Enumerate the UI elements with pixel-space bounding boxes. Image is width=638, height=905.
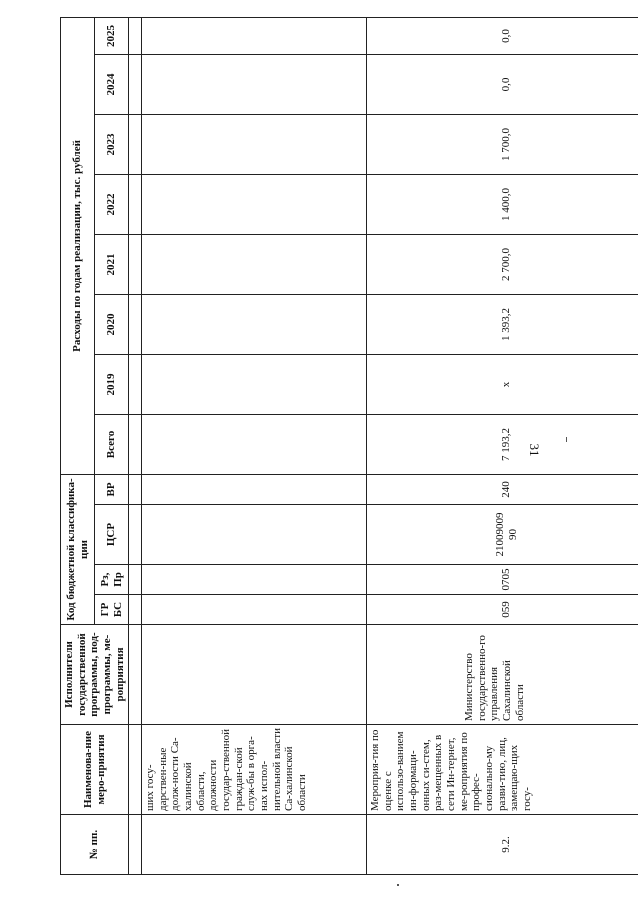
row-year-2024: 0,0 [367, 54, 638, 114]
page-number: 31 [527, 443, 542, 457]
header-year-2021: 2021 [95, 234, 129, 294]
header-year-2019: 2019 [95, 354, 129, 414]
row-csr: 21009009 90 [367, 505, 638, 565]
header-executor: Исполнители государственной программы, под-программы, ме-роприятия [61, 625, 129, 725]
row-rzpr: 0705 [367, 565, 638, 595]
row-year-2025 [142, 17, 367, 54]
header-vr: ВР [95, 474, 129, 504]
row-vr [142, 474, 367, 504]
header-total: Всего [95, 414, 129, 474]
row-year-2023 [142, 114, 367, 174]
header-expenses: Расходы по годам реализации, тыс. рублей [61, 17, 95, 474]
row-year-2019 [142, 354, 367, 414]
row-total [142, 414, 367, 474]
row-grbs: 059 [367, 595, 638, 625]
header-rzpr: Рз, Пр [95, 565, 129, 595]
header-year-2024: 2024 [95, 54, 129, 114]
row-year-2023: 1 700,0 [367, 114, 638, 174]
row-total: 7 193,2 [367, 414, 638, 474]
table-row [142, 17, 367, 874]
row-year-2020 [142, 294, 367, 354]
header-year-2020: 2020 [95, 294, 129, 354]
header-csr: ЦСР [95, 505, 129, 565]
row-year-2024 [142, 54, 367, 114]
rotated-table-container [60, 18, 623, 875]
row-number [142, 815, 367, 875]
row-year-2025: 0,0 [367, 17, 638, 54]
header-year-2025: 2025 [95, 17, 129, 54]
header-name: Наименова-ние меро-приятия [61, 725, 129, 815]
row-year-2021 [142, 234, 367, 294]
row-grbs [142, 595, 367, 625]
row-year-2021: 2 700,0 [367, 234, 638, 294]
table-row [367, 17, 638, 874]
row-vr: 240 [367, 474, 638, 504]
column-number-row [129, 17, 142, 874]
row-csr [142, 505, 367, 565]
scan-speck [397, 884, 399, 886]
header-year-2023: 2023 [95, 114, 129, 174]
header-num: № пп. [61, 815, 129, 875]
row-year-2019: x [367, 354, 638, 414]
row-rzpr [142, 565, 367, 595]
row-number: 9.2. [367, 815, 638, 875]
row-year-2020: 1 393,2 [367, 294, 638, 354]
header-year-2022: 2022 [95, 174, 129, 234]
row-executor: Министерство государственно-го управления Сахалинской области [367, 625, 638, 725]
row-name: ших госу-дарствен-ные долж-ности Са-халинской области, должности государ-ственной граждан-ской служ-бы в орга-нах испол-нительной власти Са-халинской области [142, 725, 367, 815]
header-grbs: ГР БС [95, 595, 129, 625]
header-budget-code: Код бюджетной классифика-ции [61, 474, 95, 624]
row-year-2022: 1 400,0 [367, 174, 638, 234]
expenses-table [60, 17, 638, 875]
row-executor [142, 625, 367, 725]
row-name: Мероприя-тия по оценке с использо-ванием ин-формаци-онных си-стем, раз-мещенных в сети Ин-тернет, ме-роприятия по профес-сионально-му разви-тию, лиц, замещаю-щих госу- [367, 725, 638, 815]
row-year-2022 [142, 174, 367, 234]
